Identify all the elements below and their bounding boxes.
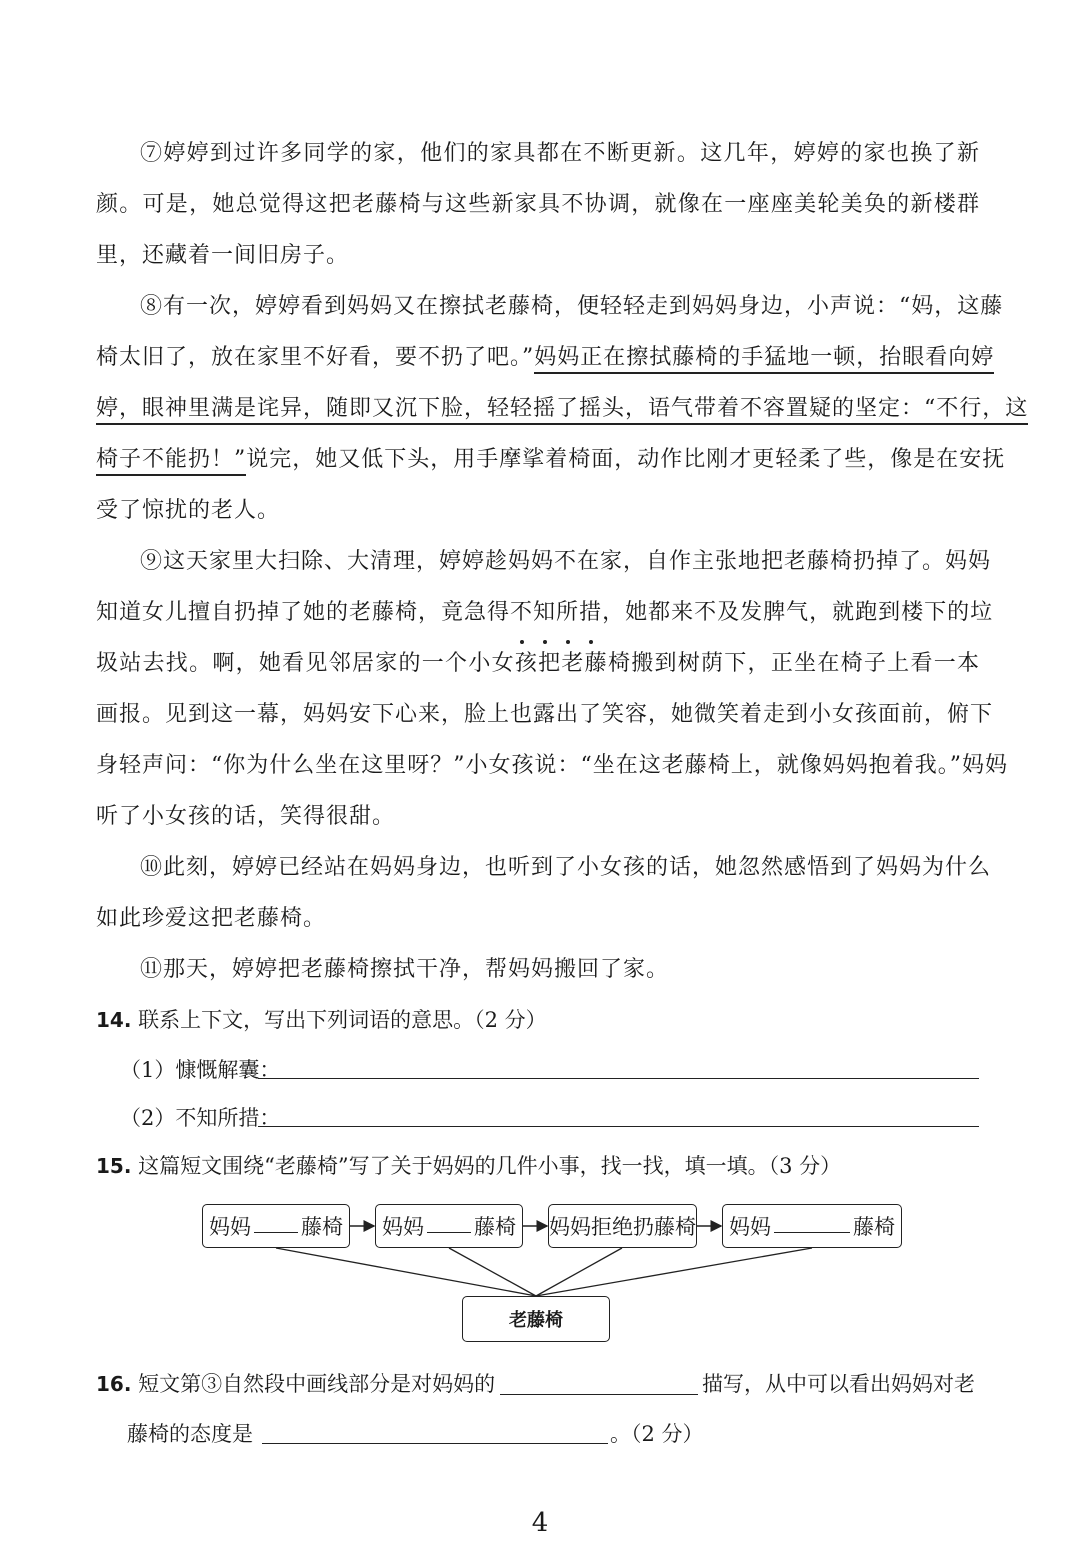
text-line: 受了惊扰的老人。 (96, 498, 281, 523)
emphasis-char: 知 (533, 587, 556, 638)
text-line: 里，还藏着一间旧房子。 (96, 243, 350, 268)
paragraph-7 (96, 128, 980, 281)
flow-box-text: 藤椅 (301, 1215, 343, 1239)
paragraph-9 (96, 536, 1008, 842)
text-line: ⑪那天，婷婷把老藤椅擦拭干净，帮妈妈搬回了家。 (140, 957, 670, 982)
paragraph-8 (96, 281, 1029, 536)
page-number: 4 (531, 1508, 549, 1538)
text-line: ⑩此刻，婷婷已经站在妈妈身边，也听到了小女孩的话，她忽然感悟到了妈妈为什么 (140, 855, 992, 880)
text-segment: 说完，她又低下头，用手摩挲着椅面，动作比刚才更轻柔了些，像是在安抚 (246, 447, 1006, 472)
paragraph-11 (96, 944, 980, 995)
question-text: 联系上下文，写出下列词语的意思。（2 分） (138, 1008, 547, 1032)
text-line (96, 587, 994, 638)
flow-box-text: 藤椅 (853, 1215, 895, 1239)
underlined-text: 椅子不能扔！” (96, 447, 246, 476)
q14-answer-line-1[interactable] (258, 1078, 979, 1079)
text-line: 颜。可是，她总觉得这把老藤椅与这些新家具不协调，就像在一座座美轮美奂的新楼群 (96, 192, 980, 217)
connector-line-3 (536, 1248, 622, 1296)
connector-line-2 (449, 1248, 536, 1296)
paragraph-10 (96, 842, 992, 944)
connector-line-4 (536, 1248, 812, 1296)
text-line: 身轻声问：“你为什么坐在这里呀？”小女孩说：“坐在这老藤椅上，就像妈妈抱着我。”妈妈 (96, 753, 1008, 778)
text-line: ⑧有一次，婷婷看到妈妈又在擦拭老藤椅，便轻轻走到妈妈身边，小声说：“妈，这藤 (140, 294, 1004, 319)
connector-line-1 (276, 1248, 536, 1296)
text-segment: 知道女儿擅自扔掉了她的老藤椅，竟急得 (96, 600, 511, 625)
flow-box-text: 妈妈拒绝扔藤椅 (549, 1215, 696, 1239)
question-15 (96, 1150, 841, 1180)
question-text: 短文第③自然段中画线部分是对妈妈的 (138, 1372, 496, 1396)
text-line: ⑨这天家里大扫除、大清理，婷婷趁妈妈不在家，自作主张地把老藤椅扔掉了。妈妈 (140, 549, 992, 574)
underlined-text: 婷，眼神里满是诧异，随即又沉下脸，轻轻摇了摇头，语气带着不容置疑的坚定：“不行，这 (96, 396, 1028, 425)
flow-box-blank[interactable] (774, 1220, 850, 1233)
question-16 (96, 1368, 495, 1398)
flow-box-blank[interactable] (427, 1220, 471, 1233)
emphasis-char: 措 (579, 587, 602, 638)
question-text: 这篇短文围绕“老藤椅”写了关于妈妈的几件小事，找一找，填一填。（3 分） (138, 1154, 842, 1178)
emphasis-char: 不 (510, 587, 533, 638)
text-line (96, 383, 1029, 434)
question-number: 14. (96, 1008, 132, 1032)
text-line (96, 434, 1006, 485)
question-16-line-2: 藤椅的态度是 (127, 1422, 253, 1446)
text-line: 如此珍爱这把老藤椅。 (96, 906, 327, 931)
text-line: ⑦婷婷到过许多同学的家，他们的家具都在不断更新。这几年，婷婷的家也换了新 (140, 141, 980, 166)
flow-center-box: 老藤椅 (462, 1296, 610, 1342)
question-14 (96, 1004, 547, 1034)
text-line (96, 332, 995, 383)
flow-box-blank[interactable] (254, 1220, 298, 1233)
question-16-cont: 描写，从中可以看出妈妈对老 (702, 1372, 975, 1396)
flow-box-text: 妈妈 (382, 1215, 424, 1239)
question-16-end: 。（2 分） (610, 1422, 704, 1446)
flow-box-2 (375, 1204, 523, 1248)
question-number: 16. (96, 1372, 132, 1396)
text-line: 画报。见到这一幕，妈妈安下心来，脸上也露出了笑容，她微笑着走到小女孩面前，俯下 (96, 702, 994, 727)
dotted-emphasis (510, 600, 602, 625)
flow-box-text: 藤椅 (474, 1215, 516, 1239)
underlined-text: 妈妈正在擦拭藤椅的手猛地一顿，抬眼看向婷 (534, 345, 994, 374)
q14-item-2-label: （2）不知所措： (120, 1106, 281, 1130)
question-number: 15. (96, 1154, 132, 1178)
flow-box-text: 妈妈 (209, 1215, 251, 1239)
q14-item-1-label: （1）慷慨解囊： (120, 1058, 281, 1082)
text-segment: 椅太旧了，放在家里不好看，要不扔了吧。” (96, 345, 535, 370)
flow-box-1 (202, 1204, 350, 1248)
text-segment: ，她都来不及发脾气，就跑到楼下的垃 (602, 600, 994, 625)
flow-box-3 (548, 1204, 697, 1248)
text-line: 圾站去找。啊，她看见邻居家的一个小女孩把老藤椅搬到树荫下，正坐在椅子上看一本 (96, 651, 980, 676)
q16-answer-line-2[interactable] (262, 1443, 608, 1444)
emphasis-char: 所 (556, 587, 579, 638)
flow-box-4 (722, 1204, 902, 1248)
q16-answer-line-1[interactable] (500, 1394, 698, 1395)
q14-answer-line-2[interactable] (258, 1126, 979, 1127)
text-line: 听了小女孩的话，笑得很甜。 (96, 804, 396, 829)
flow-box-text: 妈妈 (729, 1215, 771, 1239)
